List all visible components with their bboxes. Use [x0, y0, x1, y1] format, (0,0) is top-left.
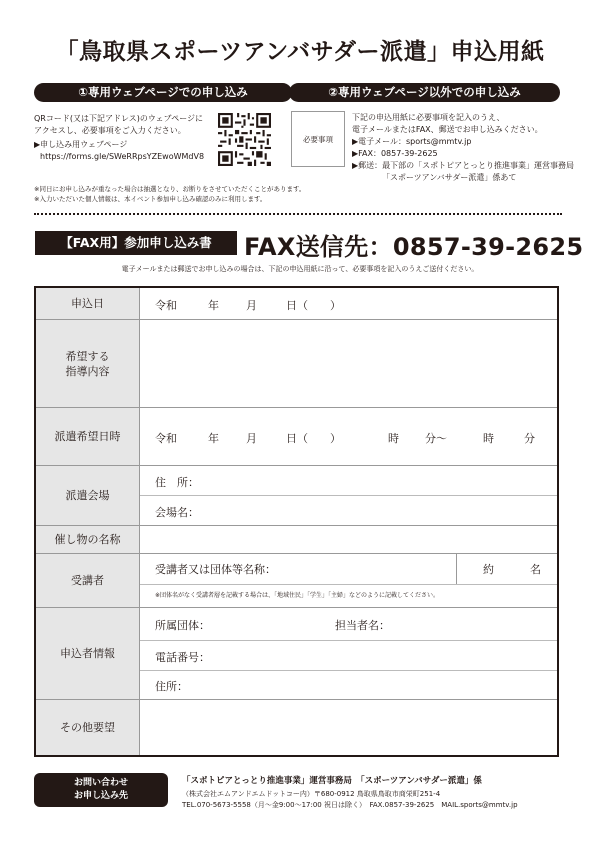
dispatch-hour-to: 時	[483, 432, 494, 445]
application-date-month: 月	[246, 299, 257, 312]
section2-mail: ▶郵送：最下部の「スポトピアとっとり推進事業」運営事務局	[352, 161, 574, 170]
label-instruction-content	[36, 320, 140, 407]
participants-note-divider	[140, 584, 557, 585]
section1-text-2: アクセスし、必要事項をご入力ください。	[34, 126, 186, 135]
participants-divider	[456, 554, 457, 584]
dispatch-reiwa: 令和	[155, 432, 177, 445]
applicant-divider-2	[140, 670, 557, 671]
row-event-name[interactable]	[36, 526, 557, 554]
label-applicant-info: 申込者情報	[36, 608, 140, 699]
notes	[34, 184, 305, 204]
fax-form-label: 【FAX用】参加申し込み書	[35, 231, 237, 255]
applicant-phone-label[interactable]: 電話番号：	[155, 651, 210, 664]
section2-heading: ②専用ウェブページ以外での申し込み	[289, 83, 560, 102]
row-dispatch-venue	[36, 466, 557, 526]
note-lottery: ※同日にお申し込みが重なった場合は抽選となり、お断りをさせていただくことがあります。	[34, 185, 306, 193]
fax-number: FAX送信先：0857-39-2625	[244, 233, 584, 261]
row-instruction-content[interactable]	[36, 320, 557, 408]
applicant-divider-1	[140, 640, 557, 641]
footer-office: 「スポトピアとっとり推進事業」運営事務局 「スポーツアンバサダー派遣」係	[182, 776, 482, 786]
label-event-name: 催し物の名称	[36, 526, 140, 553]
footer-address: （株式会社エムアンドエムドットコー内）〒680-0912 鳥取県鳥取市商栄町251-4	[182, 790, 441, 798]
section2-email[interactable]: ▶電子メール：sports@mmtv.jp	[352, 137, 472, 146]
participant-count-unit[interactable]: 名	[530, 563, 541, 576]
applicant-address-label[interactable]: 住所：	[155, 680, 188, 693]
section1-text-1: QRコード(又は下記アドレス)のウェブページに	[34, 114, 204, 123]
dispatch-minute-to: 分	[524, 432, 535, 445]
page-title: 「鳥取県スポーツアンバサダー派遣」申込用紙	[55, 39, 545, 65]
applicant-person-label[interactable]: 担当者名：	[335, 619, 390, 632]
application-date-day: 日（ ）	[286, 299, 341, 312]
required-items-box: 必要事項	[291, 111, 345, 167]
venue-name-label[interactable]: 会場名：	[155, 506, 199, 519]
row-other-requests[interactable]	[36, 700, 557, 755]
dispatch-hour: 時	[388, 432, 399, 445]
contact-label: お問い合わせ	[73, 778, 128, 788]
dispatch-month: 月	[246, 432, 257, 445]
section2-mail-dept: 「スポーツアンバサダー派遣」係あて	[382, 173, 517, 182]
dotted-divider	[34, 213, 562, 215]
row-participants	[36, 554, 557, 608]
application-date-reiwa: 令和	[155, 299, 177, 312]
section2-fax: ▶FAX：0857-39-2625	[352, 149, 438, 158]
label-instruction-line1: 希望する	[65, 349, 110, 363]
participant-name-label[interactable]: 受講者又は団体等名称：	[155, 563, 276, 576]
label-application-date: 申込日	[36, 288, 140, 319]
section1-heading: ①専用ウェブページでの申し込み	[34, 83, 292, 102]
form-url-link[interactable]: https://forms.gle/SWeRRpsYZEwoWMdV8	[40, 152, 205, 161]
application-form-table	[34, 286, 559, 757]
label-dispatch-datetime: 派遣希望日時	[36, 408, 140, 465]
row-application-date	[36, 288, 557, 320]
participants-note: ※団体名がなく受講者層を記載する場合は、「地域住民」「学生」「主婦」などのように記載してください。	[155, 592, 440, 599]
venue-address-label[interactable]: 住 所：	[155, 476, 199, 489]
label-other-requests: その他要望	[36, 700, 140, 755]
label-instruction-line2: 指導内容	[65, 364, 110, 378]
form-instruction: 電子メールまたは郵送でお申し込みの場合は、下記の申込用紙に沿って、必要事項を記入のうえご送付ください。	[121, 265, 479, 273]
qr-code-icon[interactable]	[218, 113, 271, 166]
contact-box	[34, 773, 168, 807]
applicant-org-label[interactable]: 所属団体：	[155, 619, 210, 632]
row-dispatch-datetime	[36, 408, 557, 466]
label-dispatch-venue: 派遣会場	[36, 466, 140, 525]
section2-text-2: 電子メールまたはFAX、郵送でお申し込みください。	[352, 125, 543, 134]
application-date-year: 年	[208, 299, 219, 312]
row-applicant-info	[36, 608, 557, 700]
section1-text-3: ▶申し込み用ウェブページ	[34, 140, 128, 149]
participant-approx: 約	[483, 563, 494, 576]
venue-divider	[140, 495, 557, 496]
application-label: お申し込み先	[73, 791, 128, 801]
label-participants: 受講者	[36, 554, 140, 607]
footer-contact[interactable]: TEL.070-5673-5558（月～金9:00～17:00 祝日は除く） FAX.0857-39-2625 MAIL.sports@mmtv.jp	[182, 801, 518, 809]
dispatch-day: 日（ ）	[286, 432, 341, 445]
section2-text-1: 下記の申込用紙に必要事項を記入のうえ、	[352, 113, 505, 122]
dispatch-year: 年	[208, 432, 219, 445]
dispatch-minute-from: 分～	[425, 432, 447, 445]
note-privacy: ※入力いただいた個人情報は、本イベント参加申し込み確認のみに利用します。	[34, 195, 267, 203]
